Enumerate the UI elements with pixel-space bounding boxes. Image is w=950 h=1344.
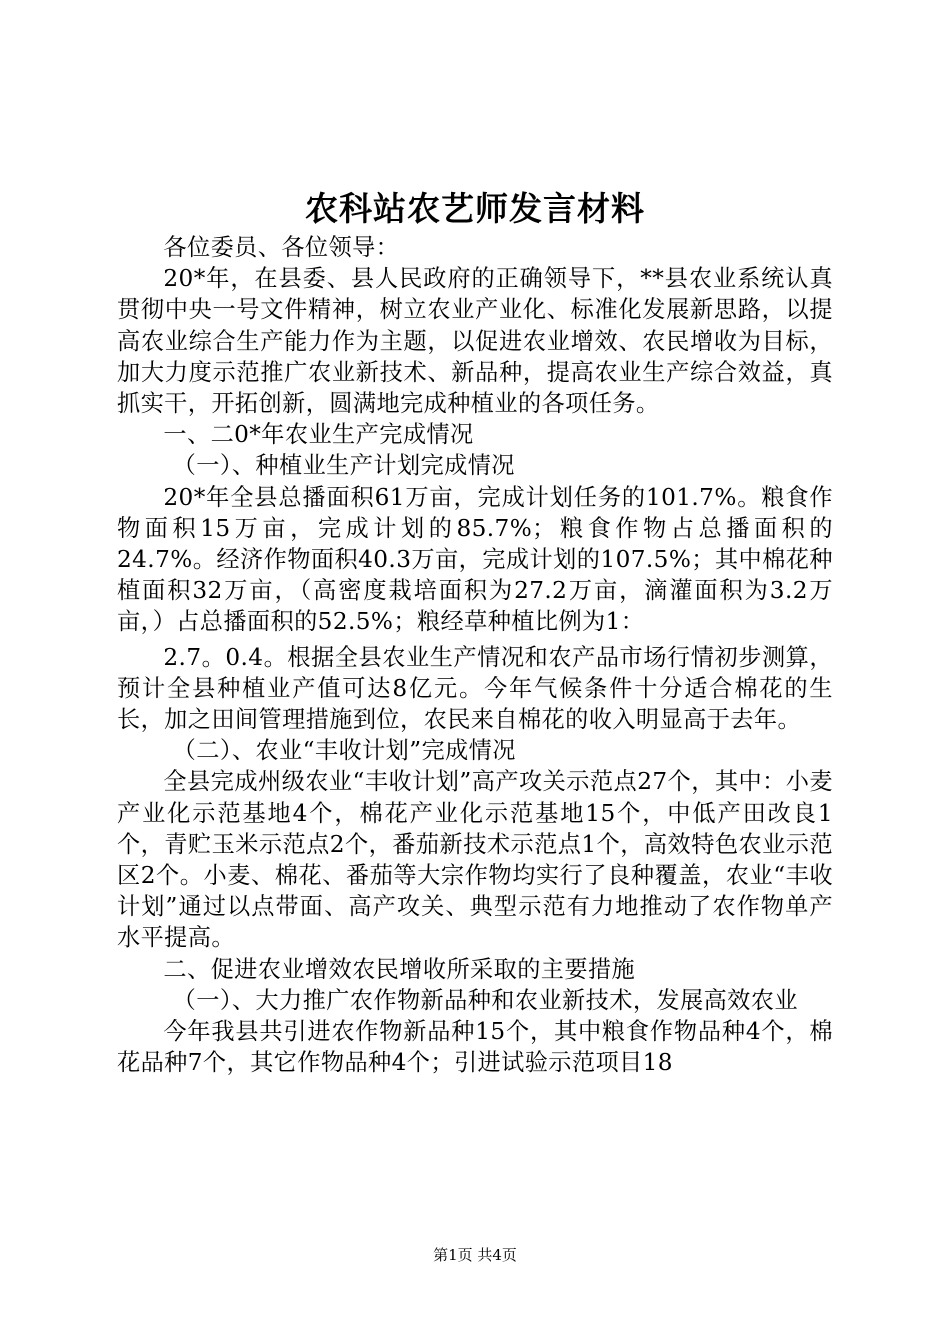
new-varieties-paragraph: 今年我县共引进农作物新品种15个，其中粮食作物品种4个，棉花品种7个，其它作物品种4个；引进试验示范项目18 bbox=[117, 1018, 833, 1077]
greeting-paragraph: 各位委员、各位领导： bbox=[163, 234, 400, 261]
planting-area-paragraph: 20*年全县总播面积61万亩，完成计划任务的101.7%。粮食作物面积15万亩，完成计划的85.7%；粮食作物占总播面积的24.7%。经济作物面积40.3万亩，完成计划的107.5%；其中棉花种植面积32万亩，（高密度栽培面积为27.2万亩，滴灌面积为3.2万亩，）占总播面积的52.5%；粮经草种植比例为1： bbox=[117, 483, 833, 636]
harvest-plan-paragraph: 全县完成州级农业“丰收计划”高产攻关示范点27个，其中：小麦产业化示范基地4个，棉花产业化示范基地15个，中低产田改良1个，青贮玉米示范点2个，番茄新技术示范点1个，高效特色农业示范区2个。小麦、棉花、番茄等大宗作物均实行了良种覆盖，农业“丰收计划”通过以点带面、高产攻关、典型示范有力地推动了农作物单产水平提高。 bbox=[117, 768, 833, 952]
page-footer: 第1页 共4页 bbox=[433, 1246, 517, 1264]
subsection-heading-1-1: （一）、种植业生产计划完成情况 bbox=[172, 452, 515, 480]
intro-paragraph: 20*年，在县委、县人民政府的正确领导下，**县农业系统认真贯彻中央一号文件精神，树立农业产业化、标准化发展新思路，以提高农业综合生产能力作为主题，以促进农业增效、农民增收为目标，加大力度示范推广农业新技术、新品种，提高农业生产综合效益，真抓实干，开拓创新，圆满地完成种植业的各项任务。 bbox=[117, 265, 833, 418]
output-value-paragraph: 2.7。0.4。根据全县农业生产情况和农产品市场行情初步测算，预计全县种植业产值可达8亿元。今年气候条件十分适合棉花的生长，加之田间管理措施到位，农民来自棉花的收入明显高于去年。 bbox=[117, 643, 833, 734]
subsection-heading-1-2: （二）、农业“丰收计划”完成情况 bbox=[172, 737, 516, 765]
page-title: 农科站农艺师发言材料 bbox=[305, 189, 645, 228]
section-heading-2: 二、促进农业增效农民增收所采取的主要措施 bbox=[163, 955, 636, 983]
section-heading-1: 一、二0*年农业生产完成情况 bbox=[163, 421, 474, 449]
subsection-heading-2-1: （一）、大力推广农作物新品种和农业新技术，发展高效农业 bbox=[172, 986, 798, 1014]
document-body bbox=[117, 232, 833, 1078]
